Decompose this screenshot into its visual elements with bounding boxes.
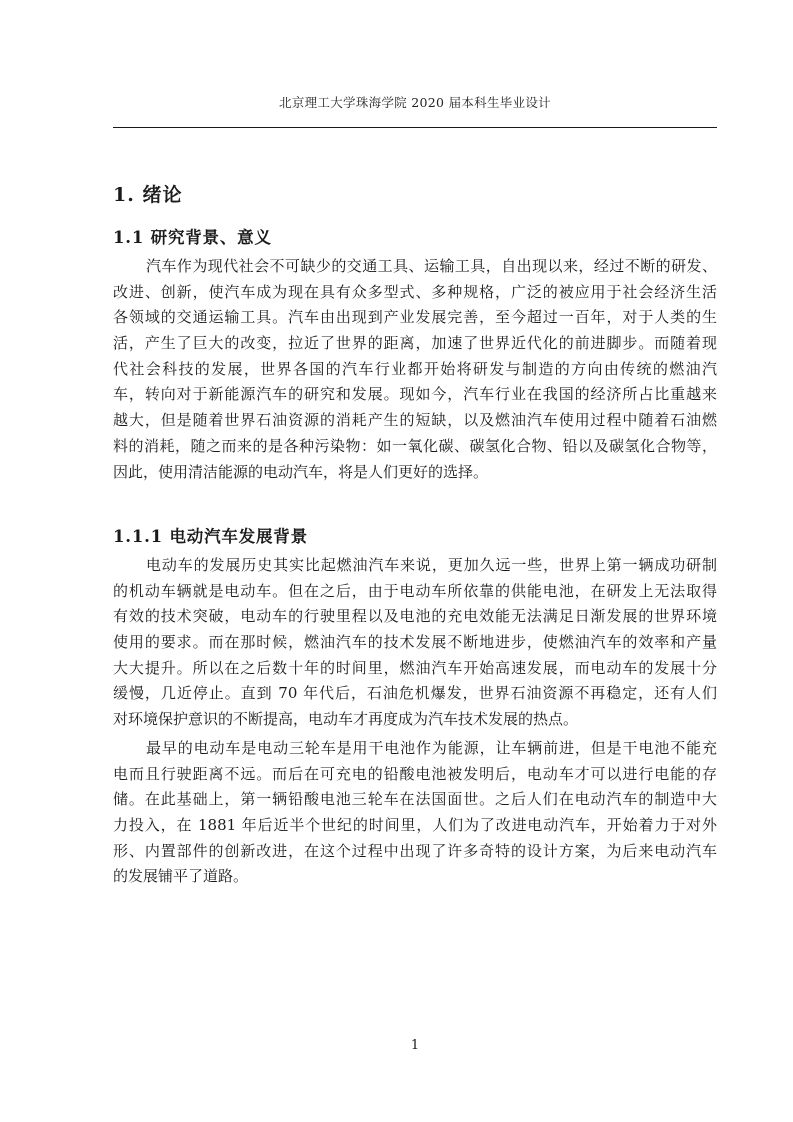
paragraph-line: 缓慢，几近停止。直到 70 年代后，石油危机爆发，世界石油资源不再稳定，还有人们: [113, 684, 717, 703]
paragraph-line: 车，转向对于新能源汽车的研究和发展。现如今，汽车行业在我国的经济所占比重越来: [113, 385, 717, 404]
paragraph-line: 有效的技术突破，电动车的行驶里程以及电池的充电效能无法满足日渐发展的世界环境: [113, 607, 717, 626]
paragraph-line: 电动车的发展历史其实比起燃油汽车来说，更加久远一些，世界上第一辆成功研制: [146, 556, 717, 574]
paragraph-line: 电而且行驶距离不远。而后在可充电的铅酸电池被发明后，电动车才可以进行电能的存: [113, 764, 717, 783]
paragraph-line: 对环境保护意识的不断提高，电动车才再度成为汽车技术发展的热点。: [113, 710, 579, 729]
paragraph-line: 大大提升。所以在之后数十年的时间里，燃油汽车开始高速发展，而电动车的发展十分: [113, 658, 717, 677]
paragraph-early-ev: [113, 736, 717, 890]
paragraph-line: 因此，使用清洁能源的电动汽车，将是人们更好的选择。: [113, 462, 489, 481]
page-number: 1: [410, 1038, 420, 1053]
subsection-heading: 1.1.1 电动汽车发展背景: [113, 527, 308, 546]
page-header: 北京理工大学珠海学院 2020 届本科生毕业设计: [279, 95, 551, 110]
paragraph-line: 越大，但是随着世界石油资源的消耗产生的短缺，以及燃油汽车使用过程中随着石油燃: [113, 411, 717, 430]
paragraph-line: 汽车作为现代社会不可缺少的交通工具、运输工具，自出现以来，经过不断的研发、: [146, 257, 717, 275]
paragraph-line: 的机动车辆就是电动车。但在之后，由于电动车所依靠的供能电池，在研发上无法取得: [113, 581, 717, 600]
paragraph-line: 活，产生了巨大的改变，拉近了世界的距离，加速了世界近代化的前进脚步。而随着现: [113, 334, 717, 353]
paragraph-line: 形、内置部件的创新改进，在这个过程中出现了许多奇特的设计方案，为后来电动汽车: [113, 841, 717, 860]
paragraph-research-background: [113, 254, 717, 485]
paragraph-ev-history: [113, 553, 717, 733]
paragraph-line: 力投入，在 1881 年后近半个世纪的时间里，人们为了改进电动汽车，开始着力于对外: [113, 816, 717, 835]
paragraph-line: 的发展铺平了道路。: [113, 867, 249, 886]
paragraph-line: 各领域的交通运输工具。汽车由出现到产业发展完善，至今超过一百年，对于人类的生: [113, 308, 717, 327]
paragraph-line: 代社会科技的发展，世界各国的汽车行业都开始将研发与制造的方向由传统的燃油汽: [113, 359, 717, 378]
chapter-heading: 1. 绪论: [113, 184, 183, 206]
header-rule: [113, 127, 717, 128]
section-heading: 1.1 研究背景、意义: [113, 228, 272, 247]
paragraph-line: 改进、创新，使汽车成为现在具有众多型式、多种规格，广泛的被应用于社会经济生活: [113, 282, 717, 301]
paragraph-line: 使用的要求。而在那时候，燃油汽车的技术发展不断地进步，使燃油汽车的效率和产量: [113, 633, 717, 652]
paragraph-line: 储。在此基础上，第一辆铅酸电池三轮车在法国面世。之后人们在电动汽车的制造中大: [113, 790, 717, 809]
paragraph-line: 最早的电动车是电动三轮车是用干电池作为能源，让车辆前进，但是干电池不能充: [146, 739, 717, 757]
paragraph-line: 料的消耗，随之而来的是各种污染物：如一氧化碳、碳氢化合物、铅以及碳氢化合物等，: [113, 436, 717, 455]
